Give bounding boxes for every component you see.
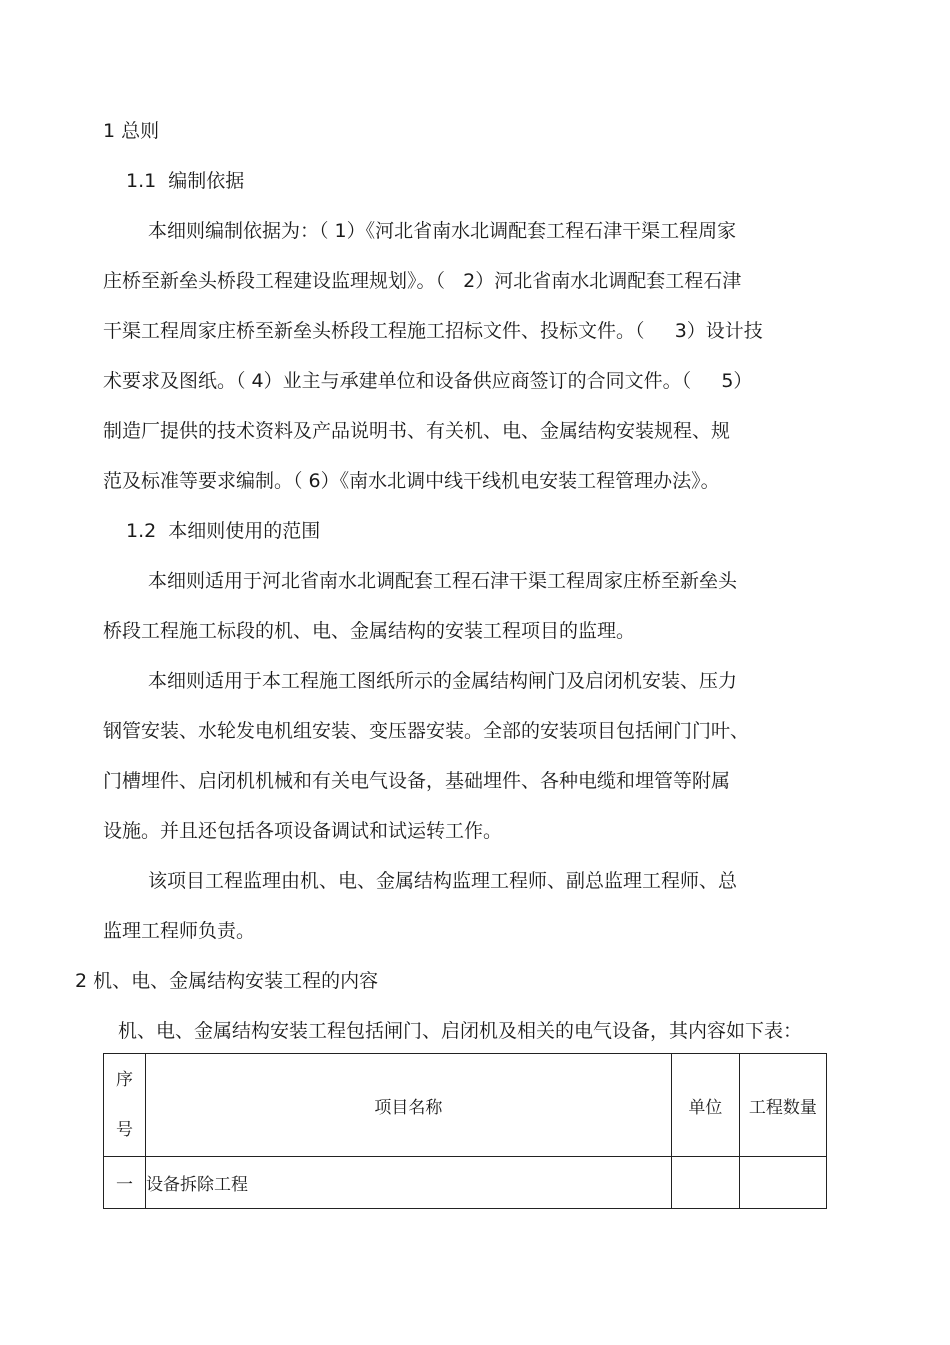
header-no-line1: 序 — [116, 1070, 134, 1090]
paragraph-line: 本细则适用于本工程施工图纸所示的金属结构闸门及启闭机安装、压力 — [148, 670, 738, 692]
paragraph-line: 制造厂提供的技术资料及产品说明书、有关机、电、金属结构安装规程、规 — [103, 420, 731, 442]
paragraph-line: 钢管安装、水轮发电机组安装、变压器安装。全部的安装项目包括闸门门叶、 — [103, 720, 750, 742]
header-qty: 工程数量 — [739, 1054, 826, 1157]
paragraph-line: 设施。并且还包括各项设备调试和试运转工作。 — [103, 820, 503, 842]
paragraph-line: 干渠工程周家庄桥至新垒头桥段工程施工招标文件、投标文件。（ 3）设计技 — [103, 320, 763, 342]
table-header-row — [104, 1054, 827, 1157]
paragraph-line: 监理工程师负责。 — [103, 920, 256, 942]
header-unit: 单位 — [671, 1054, 739, 1157]
heading-1-2: 1.2 本细则使用的范围 — [126, 520, 321, 542]
paragraph-line: 桥段工程施工标段的机、电、金属结构的安装工程项目的监理。 — [103, 620, 636, 642]
paragraph-line: 门槽埋件、启闭机机械和有关电气设备，基础埋件、各种电缆和埋管等附属 — [103, 770, 731, 792]
paragraph-line: 机、电、金属结构安装工程包括闸门、启闭机及相关的电气设备，其内容如下表： — [118, 1020, 803, 1042]
row-qty — [739, 1157, 826, 1209]
header-no-line2: 号 — [116, 1120, 134, 1140]
paragraph-line: 该项目工程监理由机、电、金属结构监理工程师、副总监理工程师、总 — [148, 870, 738, 892]
items-table — [103, 1053, 827, 1209]
row-no: 一 — [104, 1157, 146, 1209]
heading-2: 2 机、电、金属结构安装工程的内容 — [75, 970, 379, 992]
paragraph-line: 术要求及图纸。（ 4）业主与承建单位和设备供应商签订的合同文件。（ 5） — [103, 370, 753, 392]
paragraph-line: 本细则编制依据为：（ 1）《河北省南水北调配套工程石津干渠工程周家 — [148, 220, 737, 242]
header-name: 项目名称 — [146, 1054, 672, 1157]
heading-1: 1 总则 — [103, 120, 160, 142]
paragraph-line: 范及标准等要求编制。（ 6）《南水北调中线干线机电安装工程管理办法》。 — [103, 470, 720, 492]
row-name: 设备拆除工程 — [146, 1157, 672, 1209]
row-unit — [671, 1157, 739, 1209]
heading-1-1: 1.1 编制依据 — [126, 170, 245, 192]
paragraph-line: 本细则适用于河北省南水北调配套工程石津干渠工程周家庄桥至新垒头 — [148, 570, 738, 592]
paragraph-line: 庄桥至新垒头桥段工程建设监理规划》。（ 2）河北省南水北调配套工程石津 — [103, 270, 742, 292]
table-row — [104, 1157, 827, 1209]
header-no — [104, 1054, 146, 1157]
